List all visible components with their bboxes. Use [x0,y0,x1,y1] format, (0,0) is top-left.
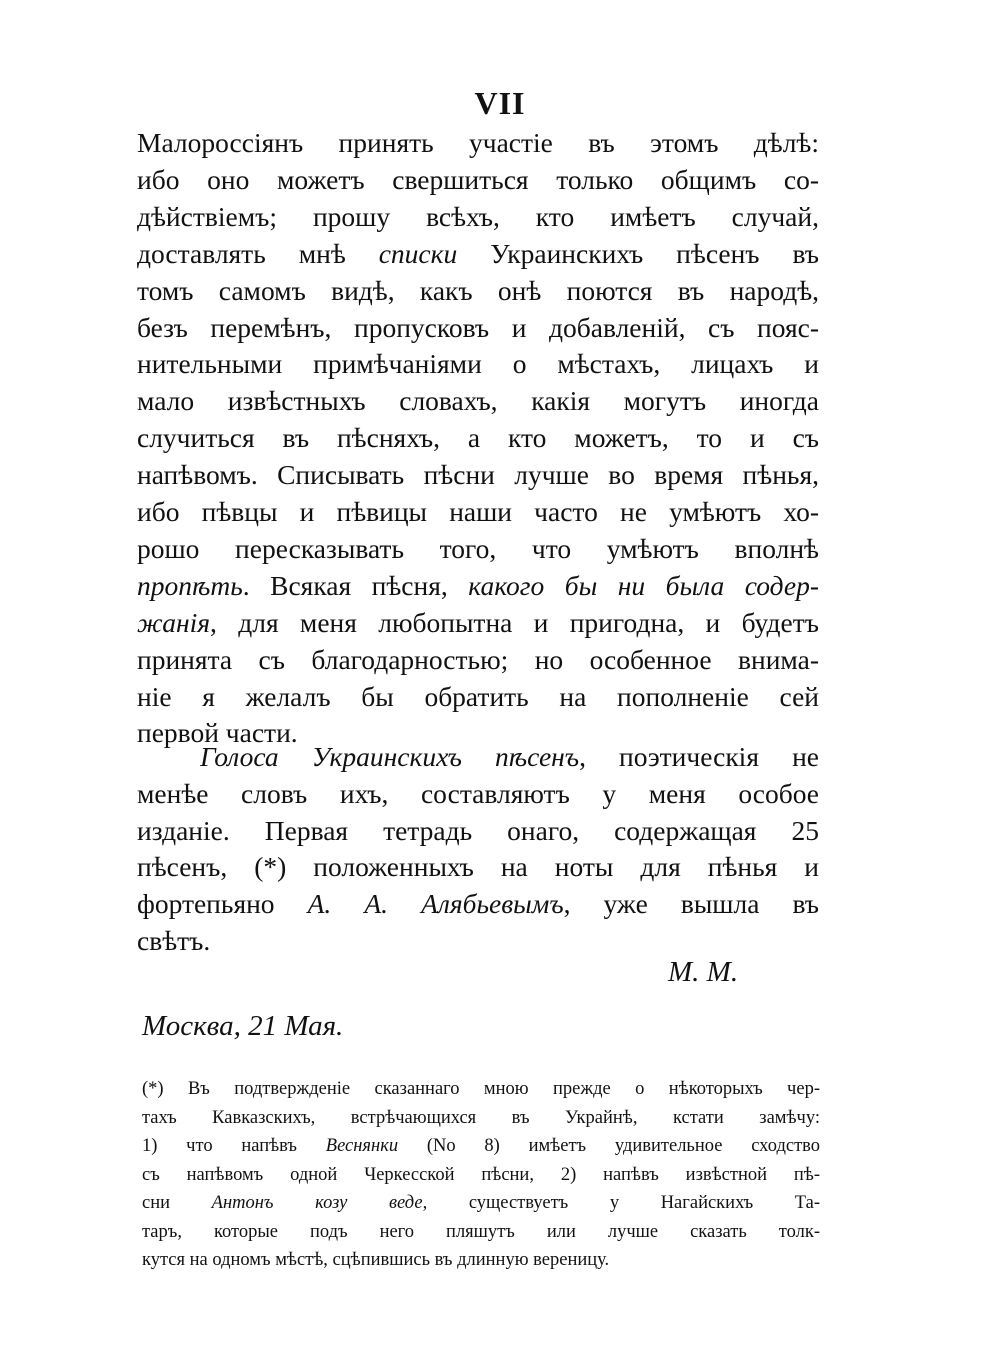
body-lines-line [137,345,819,382]
text-segment: случиться въ пѣсняхъ, а кто можетъ, то и съ [137,422,819,454]
text-segment: ибо оно можетъ свершиться только общимъ со- [137,163,819,195]
text-segment: (*) Въ подтвержденіе сказаннаго мною прежде о нѣкоторыхъ чер- [142,1079,820,1099]
italic-text: какого бы ни была содер- [468,569,819,601]
page-number: VII [474,85,526,121]
paragraph2-lines-line [137,775,819,812]
text-segment: Малороссіянъ принять участіе въ этомъ дѣлѣ: [137,127,819,158]
text-segment: доставлять мнѣ [137,237,379,269]
text-segment: изданіе. Первая тетрадь онаго, содержащая 25 [137,814,819,846]
text-segment: тахъ Кавказскихъ, встрѣчающихся въ Украйнѣ, кстати замѣчу: [142,1107,820,1128]
italic-text: пропѣть [137,569,243,601]
body-lines-line [137,309,819,346]
text-segment: мало извѣстныхъ словахъ, какія могутъ иногда [137,385,819,417]
text-segment: Украинскихъ пѣсенъ въ [457,237,819,269]
text-segment: принята съ благодарностью; но особенное внима- [137,643,819,675]
body-lines-line [137,456,819,493]
footnote-lines-line [142,1247,820,1273]
body-lines-line [137,382,819,419]
body-lines-line [137,419,819,456]
text-segment: , существуетъ у Нагайскихъ Та- [422,1193,820,1213]
footnote-lines-line [142,1105,820,1131]
footnote-lines-line [142,1190,820,1216]
text-segment: (No 8) имѣетъ удивительное сходство [398,1136,820,1156]
body-lines-line [137,567,819,604]
text-segment: томъ самомъ видѣ, какъ онѣ поются въ народѣ, [137,274,819,306]
body-lines-line [137,198,819,235]
paragraph2-lines-line [137,885,819,922]
text-segment: , уже вышла въ [563,888,819,920]
text-segment: таръ, которые подъ него пляшутъ или лучше сказать толк- [142,1221,820,1242]
text-segment: первой части. [137,717,298,749]
italic-text: А. А. Алябьевымъ [307,888,564,920]
signature: М. М. [668,956,739,988]
text-segment: пѣсенъ, (*) положенныхъ на ноты для пѣнья и [137,851,819,883]
text-segment: безъ перемѣнъ, пропусковъ и добавленій, съ пояс- [137,311,819,343]
paragraph2-lines-line [137,922,819,959]
text-segment: ибо пѣвцы и пѣвицы наши часто не умѣютъ хо- [137,496,819,527]
text-segment: напѣвомъ. Списывать пѣсни лучше во время пѣнья, [137,459,819,491]
footnote-lines-line [142,1219,820,1245]
body-lines-line [137,604,819,641]
text-segment: нительными примѣчаніями о мѣстахъ, лицахъ и [137,348,819,380]
body-lines-line [137,235,819,272]
body-lines-line [137,161,819,198]
body-lines-line [137,124,819,161]
body-lines-line [137,493,819,530]
text-segment: . Всякая пѣсня, [242,569,469,601]
paragraph2-lines-line [200,738,819,775]
text-segment: кутся на одномъ мѣстѣ, сцѣпившись въ длинную вереницу. [142,1250,610,1270]
paragraph2-lines-line [137,812,819,849]
text-segment: менѣе словъ ихъ, составляютъ у меня особое [137,777,819,809]
footnote-lines-line [142,1162,820,1188]
text-segment: , поэтическія не [579,741,819,772]
text-segment: дѣйствіемъ; прошу всѣхъ, кто имѣетъ случай, [137,200,819,232]
italic-text: Веснянки [325,1136,399,1156]
italic-text: списки [378,237,458,269]
text-segment: ніе я желалъ бы обратить на пополненіе сей [137,680,819,712]
footnote-lines-line [142,1133,820,1159]
paragraph2-lines-line [137,848,819,885]
italic-text: Голоса Украинскихъ пѣсенъ [200,741,580,772]
text-segment: сни [142,1193,212,1213]
italic-text: жанія [137,606,211,638]
text-segment: 1) что напѣвъ [142,1136,326,1156]
body-lines-line [137,272,819,309]
footnote-lines-line [142,1076,820,1102]
text-segment: рошо пересказывать того, что умѣютъ вполнѣ [137,532,819,564]
body-lines-line [137,530,819,567]
text-segment: , для меня любопытна и пригодна, и будетъ [210,606,819,638]
place-date: Москва, 21 Мая. [142,1010,344,1042]
text-segment: свѣтъ. [137,925,211,956]
text-segment: фортепьяно [137,888,308,920]
body-lines-line [137,678,819,715]
body-lines-line [137,641,819,678]
italic-text: Антонъ козу веде [211,1193,423,1213]
text-segment: съ напѣвомъ одной Черкесской пѣсни, 2) напѣвъ извѣстной пѣ- [142,1164,820,1185]
